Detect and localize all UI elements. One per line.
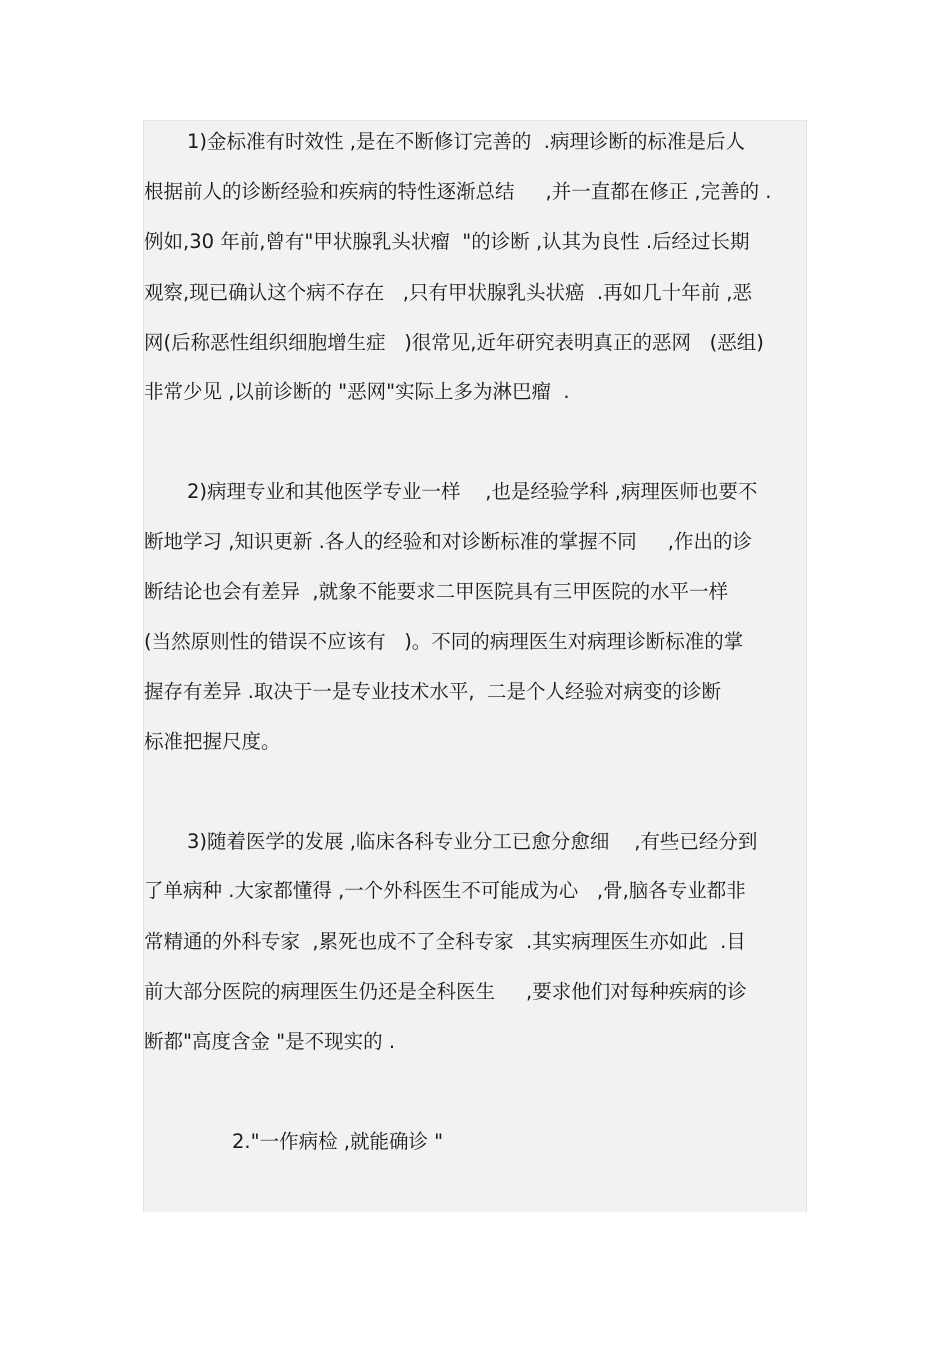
paragraph-1-line-2: 根据前人的诊断经验和疾病的特性逐渐总结 ,并一直都在修正 ,完善的 . xyxy=(144,180,772,203)
paragraph-3-line-4: 前大部分医院的病理医生仍还是全科医生 ,要求他们对每种疾病的诊 xyxy=(144,980,747,1003)
paragraph-3-line-1: 3)随着医学的发展 ,临床各科专业分工已愈分愈细 ,有些已经分到 xyxy=(187,830,758,853)
paragraph-1-line-5: 网(后称恶性组织细胞增生症 )很常见,近年研究表明真正的恶网 (恶组) xyxy=(144,331,764,354)
paragraph-1-line-1: 1)金标准有时效性 ,是在不断修订完善的 .病理诊断的标准是后人 xyxy=(187,130,746,153)
paragraph-3-line-3: 常精通的外科专家 ,累死也成不了全科专家 .其实病理医生亦如此 .目 xyxy=(144,930,746,953)
paragraph-2-line-4: (当然原则性的错误不应该有 )。不同的病理医生对病理诊断标准的掌 xyxy=(144,630,744,653)
paragraph-1-line-3: 例如,30 年前,曾有"甲状腺乳头状瘤 "的诊断 ,认其为良性 .后经过长期 xyxy=(144,230,750,253)
paragraph-3-line-5: 断都"高度含金 "是不现实的 . xyxy=(144,1030,396,1053)
paragraph-2-line-5: 握存有差异 .取决于一是专业技术水平, 二是个人经验对病变的诊断 xyxy=(144,680,721,703)
paragraph-1-line-6: 非常少见 ,以前诊断的 "恶网"实际上多为淋巴瘤 . xyxy=(144,380,570,403)
paragraph-2-line-3: 断结论也会有差异 ,就象不能要求二甲医院具有三甲医院的水平一样 xyxy=(144,580,729,603)
paragraph-3-line-2: 了单病种 .大家都懂得 ,一个外科医生不可能成为心 ,骨,脑各专业都非 xyxy=(144,879,746,902)
paragraph-2-line-2: 断地学习 ,知识更新 .各人的经验和对诊断标准的掌握不同 ,作出的诊 xyxy=(144,530,752,553)
section-heading: 2."一作病检 ,就能确诊 " xyxy=(232,1130,444,1153)
paragraph-2-line-1: 2)病理专业和其他医学专业一样 ,也是经验学科 ,病理医师也要不 xyxy=(187,480,758,503)
paragraph-2-line-6: 标准把握尺度。 xyxy=(144,730,281,753)
paragraph-1-line-4: 观察,现已确认这个病不存在 ,只有甲状腺乳头状癌 .再如几十年前 ,恶 xyxy=(144,281,752,304)
